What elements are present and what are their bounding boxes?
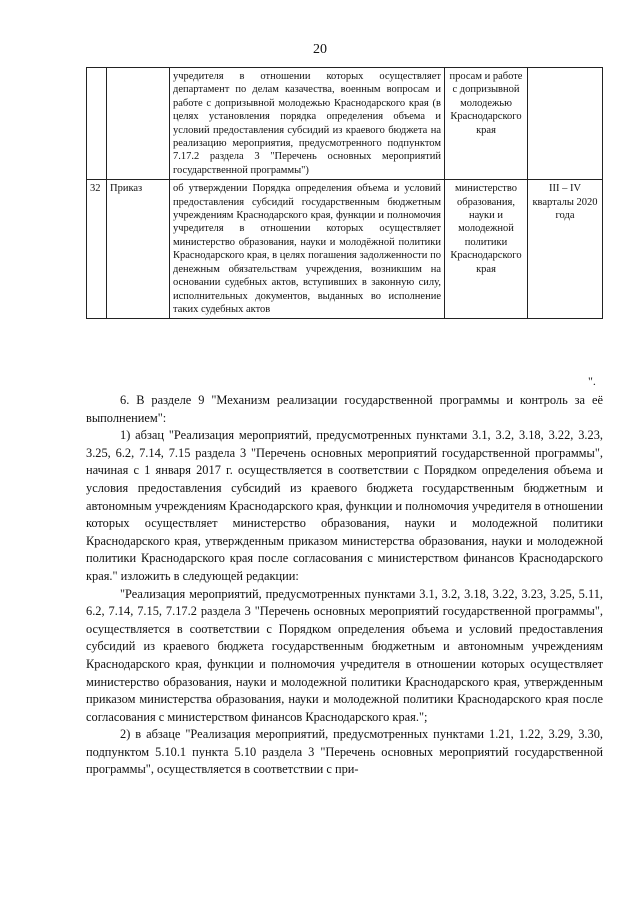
cell-number: 32 xyxy=(87,180,107,319)
cell-responsible: просам и работе с допризывной молодежью Краснодарского края xyxy=(445,68,528,180)
cell-responsible: министерство образования, науки и молодежной политики Краснодарского края xyxy=(445,180,528,319)
paragraph-item-2: 2) в абзаце "Реализация мероприятий, предусмотренных пунктами 1.21, 1.22, 3.29, 3.30, подпунктом 5.10.1 пункта 5.10 раздела 3 "Перечень основных мероприятий государственной программы", осуществляется в соответствии с при- xyxy=(86,727,603,777)
paragraph-new-wording: "Реализация мероприятий, предусмотренных пунктами 3.1, 3.2, 3.18, 3.22, 3.23, 3.25, 5.11, 6.2, 7.14, 7.15, 7.17.2 раздела 3 "Перечень основных мероприятий государственной программы", осуществляется в соответствии с Порядком определения объема и условий предоставления субсидий из краевого бюджета государственным бюджетным и автономным учреждениям Краснодарского края, функции и полномочия учредителя в отношении которых осуществляет министерство образования, науки и молодежной политики Краснодарского края, утвержденным приказом министерства образования, науки и молодежной политики Краснодарского края после согласования с министерством финансов Краснодарского края."; xyxy=(86,586,603,724)
paragraph-item-1: 1) абзац "Реализация мероприятий, предусмотренных пунктами 3.1, 3.2, 3.18, 3.22, 3.23, 3.25, 6.2, 7.14, 7.15 раздела 3 "Перечень основных мероприятий государственной программы", начиная с 1 января 2017 г. осуществляется в соответствии с Порядком определения объема и условия предоставления субсидий из краевого бюджета государственным бюджетным и автономным учреждениям Краснодарского края, функции и полномочия учредителя в отношении которых осуществляет министерство образования, науки и молодежной политики Краснодарского края, утвержденным приказом министерства образования, науки и молодежной политики Краснодарского края после согласования с министерством финансов Краснодарского края." изложить в следующей редакции: xyxy=(86,428,603,583)
cell-type: Приказ xyxy=(107,180,170,319)
body-text xyxy=(86,392,603,779)
cell-description: учредителя в отношении которых осуществляет департамент по делам казачества, военным вопросам и работе с допризывной молодежью Краснодарского края (в целях установления порядка определения объема и условий предоставления субсидий из краевого бюджета на реализацию мероприятия, предусмотренного подпунктом 7.17.2 раздела 3 "Перечень основных мероприятий государственной программы") xyxy=(170,68,445,180)
cell-number xyxy=(87,68,107,180)
cell-description: об утверждении Порядка определения объема и условий предоставления субсидий государственным бюджетным учреждениям Краснодарского края, функции и полномочия учредителя в отношении которых осуществляет министерство образования, науки и молодёжной политики Краснодарского края, в целях погашения задолженности по денежным обязательствам учреждения, возникшим на основании судебных актов, вступивших в законную силу, исполнительных документов, выданных во исполнение таких судебных актов xyxy=(170,180,445,319)
cell-term: III – IV кварталы 2020 года xyxy=(528,180,603,319)
table-row-32 xyxy=(87,180,603,319)
cell-term xyxy=(528,68,603,180)
closing-quote: ". xyxy=(588,374,596,388)
cell-type xyxy=(107,68,170,180)
table-row-continuation xyxy=(87,68,603,180)
document-table xyxy=(86,67,603,319)
paragraph-section-6: 6. В разделе 9 "Механизм реализации государственной программы и контроль за её выполнением": xyxy=(86,393,603,425)
page-number: 20 xyxy=(313,42,327,57)
